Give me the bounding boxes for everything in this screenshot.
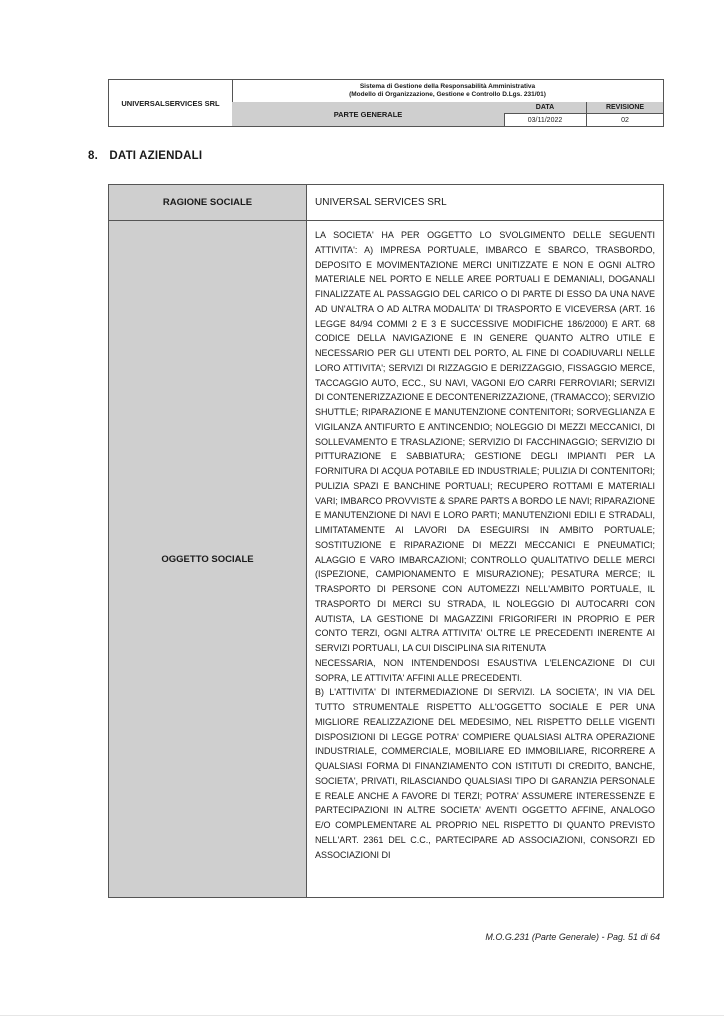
section-heading xyxy=(88,150,202,162)
ragione-sociale-value: UNIVERSAL SERVICES SRL xyxy=(307,185,663,221)
oggetto-paragraph-cont: NECESSARIA, NON INTENDENDOSI ESAUSTIVA L'ELENCAZIONE DI CUI SOPRA, LE ATTIVITA' AFFINI ALLE PRECEDENTI. xyxy=(315,657,655,683)
ragione-sociale-label: RAGIONE SOCIALE xyxy=(109,185,307,221)
oggetto-paragraph-a: LA SOCIETA' HA PER OGGETTO LO SVOLGIMENTO DELLE SEGUENTI ATTIVITA': A) IMPRESA PORTUALE, IMBARCO E SBARCO, TRASBORDO, DEPOSITO E MOVIMENTAZIONE MERCI UNITIZZATE E NON E OGNI ALTRO MATERIALE NEL PORTO E NELLE AREE PORTUALI E DEMANIALI, DOGANALI FINALIZZATE AL PASSAGGIO DEL CARICO O DI PARTE DI ESSO DA UNA NAVE AD UN'ALTRA O AD ALTRA MODALITA' DI TRASPORTO E VICEVERSA (ART. 16 LEGGE 84/94 COMMI 2 E 3 E SUCCESSIVE MODIFICHE 186/2000) E ART. 68 CODICE DELLA NAVIGAZIONE E IN GENERE QUANTO ALTRO UTILE E NECESSARIO PER GLI UTENTI DEL PORTO, AL FINE DI COADIUVARLI NELLE LORO ATTIVITA'; SERVIZI DI RIZZAGGIO E DERIZZAGGIO, FISSAGGIO MERCE, TACCAGGIO AUTO, ECC., SU NAVI, VAGONI E/O CARRI FERROVIARI; SERVIZI DI CONTENERIZZAZIONE E DECONTENERIZZAZIONE, (TRAMACCO); SERVIZIO SHUTTLE; RIPARAZIONE E MANUTENZIONE CONTENITORI; SORVEGLIANZA E VIGILANZA ANTIFURTO E ANTINCENDIO; NOLEGGIO DI MEZZI MECCANICI, DI SOLLEVAMENTO E TRASLAZIONE; SERVIZIO DI FACCHINAGGIO; SERVIZIO DI PITTURAZIONE E SABBIATURA; GESTIONE DEGLI IMPIANTI PER LA FORNITURA DI ACQUA POTABILE ED INDUSTRIALE; PULIZIA DI CONTENITORI; PULIZIA SPAZI E BANCHINE PORTUALI; RECUPERO ROTTAMI E MATERIALI VARI; IMBARCO PROVVISTE & SPARE PARTS A BORDO LE NAVI; RIPARAZIONE E MANUTENZIONE DI NAVI E LORO PARTI; MANUTENZIONI EDILI E STRADALI, LIMITATAMENTE AI LAVORI DA ESEGUIRSI IN AMBITO PORTUALE; SOSTITUZIONE E RIPARAZIONE DI MEZZI MECCANICI E PNEUMATICI; ALAGGIO E VARO IMBARCAZIONI; CONTROLLO QUALITATIVO DELLE MERCI (ISPEZIONE, CAMPIONAMENTO E MISURAZIONE); PESATURA MERCE; IL TRASPORTO DI PERSONE CON AUTOMEZZI NELL'AMBITO PORTUALE, IL TRASPORTO DI MERCI SU STRADA, IL NOLEGGIO DI AUTOCARRI CON AUTISTA, LA GESTIONE DI MAGAZZINI FRIGORIFERI IN PROPRIO E PER CONTO TERZI, OGNI ALTRA ATTIVITA' OLTRE LE PRECEDENTI INERENTE AI SERVIZI PORTUALI, LA CUI DISCIPLINA SIA RITENUTA xyxy=(315,230,655,653)
document-header xyxy=(108,79,664,127)
system-title-line2: (Modello di Organizzazione, Gestione e Controllo D.Lgs. 231/01) xyxy=(349,91,546,98)
company-data-table xyxy=(108,184,664,898)
page-bottom-divider xyxy=(0,1015,724,1016)
section-title: DATI AZIENDALI xyxy=(109,150,203,162)
part-label: PARTE GENERALE xyxy=(232,102,505,126)
page-footer: M.O.G.231 (Parte Generale) - Pag. 51 di 64 xyxy=(485,932,660,942)
date-label: DATA xyxy=(504,102,587,114)
system-title-line1: Sistema di Gestione della Responsabilità Amministrativa xyxy=(359,83,536,90)
company-name xyxy=(109,80,233,126)
revision-value: 02 xyxy=(621,116,629,124)
system-title xyxy=(232,80,663,103)
oggetto-sociale-value xyxy=(307,221,663,897)
company-name-line1: UNIVERSAL xyxy=(121,98,165,108)
oggetto-paragraph-b: B) L'ATTIVITA' DI INTERMEDIAZIONE DI SERVIZI. LA SOCIETA', IN VIA DEL TUTTO STRUMENTALE RISPETTO ALL'OGGETTO SOCIALE E PER UNA MIGLIORE REALIZZAZIONE DEL MEDESIMO, NEL RISPETTO DELLE VIGENTI DISPOSIZIONI DI LEGGE POTRA' COMPIERE QUALSIASI ALTRA OPERAZIONE INDUSTRIALE, COMMERCIALE, MOBILIARE ED IMMOBILIARE, RICORRERE A QUALSIASI FORMA DI FINANZIAMENTO CON ISTITUTI DI CREDITO, BANCHE, SOCIETA', PRIVATI, RILASCIANDO QUALSIASI TIPO DI GARANZIA PERSONALE E REALE ANCHE A FAVORE DI TERZI; POTRA' ASSUMERE INTERESSENZE E PARTECIPAZIONI IN ALTRE SOCIETA' AVENTI OGGETTO AFFINE, ANALOGO E/O COMPLEMENTARE AL PROPRIO NEL RISPETTO DI QUANTO PREVISTO NELL'ART. 2361 DEL C.C., PARTECIPARE AD ASSOCIAZIONI, CONSORZI ED ASSOCIAZIONI DI xyxy=(315,687,655,860)
revision-label: REVISIONE xyxy=(587,102,663,114)
section-number: 8. xyxy=(88,150,98,162)
date-value: 03/11/2022 xyxy=(504,114,587,126)
oggetto-sociale-label: OGGETTO SOCIALE xyxy=(109,221,307,897)
company-name-line2: SERVICES SRL xyxy=(164,98,220,108)
